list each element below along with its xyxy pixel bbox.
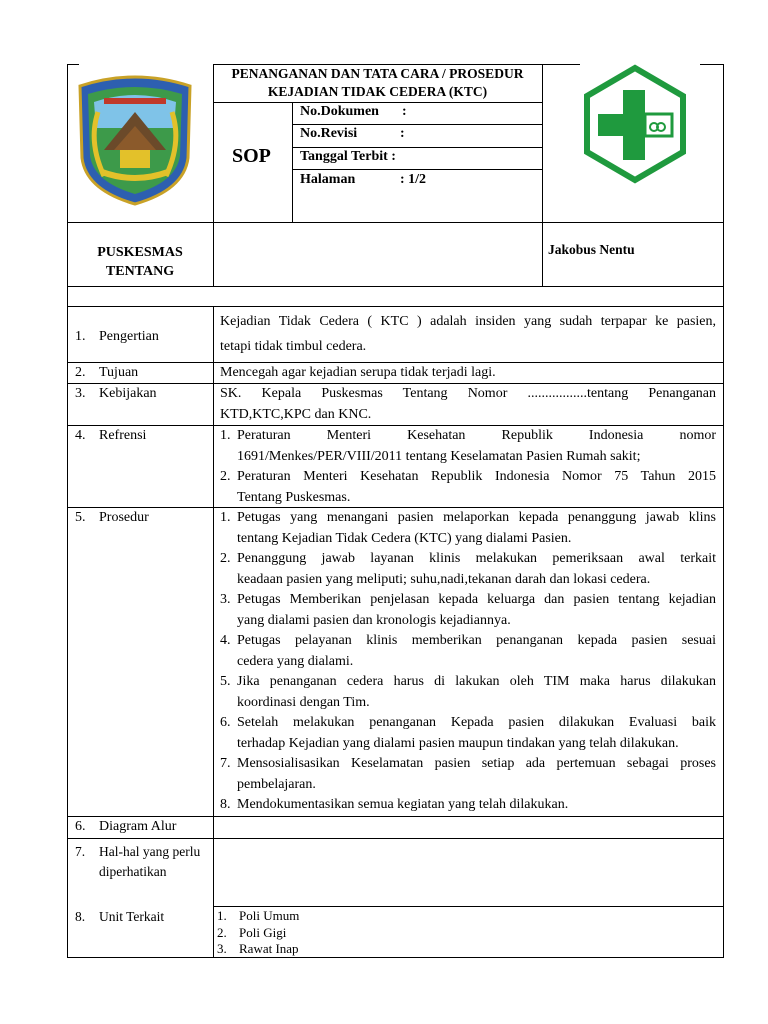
- list-text-line: Petugas yang menangani pasien melaporkan kepada penanggung jawab klins: [237, 510, 716, 525]
- list-item: [220, 508, 716, 549]
- list-text-line: Peraturan Menteri Kesehatan Republik Indonesia Nomor 75 Tahun 2015: [237, 469, 716, 484]
- doc-title: [213, 65, 542, 101]
- list-item: [220, 549, 716, 590]
- row-label: Refrensi: [99, 428, 147, 443]
- list-text-line: Penanggung jawab layanan klinis melakukan pemeriksaan awal terkait: [237, 551, 716, 566]
- list-text: Rawat Inap: [239, 941, 299, 956]
- field-no-revisi: [300, 126, 405, 142]
- unit-list: [217, 908, 517, 958]
- list-item: [220, 713, 716, 754]
- field-tanggal-terbit-label: Tanggal Terbit :: [300, 149, 396, 164]
- list-item: [220, 590, 716, 631]
- list-text-line: Peraturan Menteri Kesehatan Republik Indonesia nomor: [237, 428, 716, 443]
- list-number: 3.: [217, 941, 227, 956]
- list-text-line: koordinasi dengan Tim.: [237, 694, 370, 710]
- list-item: [220, 631, 716, 672]
- doc-title-line2: KEJADIAN TIDAK CEDERA (KTC): [267, 84, 488, 99]
- list-number: 2.: [220, 551, 231, 566]
- field-no-revisi-value: :: [400, 126, 405, 141]
- list-item: [220, 467, 716, 508]
- text-line: Kejadian Tidak Cedera ( KTC ) adalah insiden yang sudah terpapar ke pasien,: [220, 314, 716, 329]
- row-number: 4.: [75, 428, 86, 443]
- org-name: [67, 243, 213, 281]
- row-number: 6.: [75, 819, 86, 834]
- doc-title-line1: PENANGANAN DAN TATA CARA / PROSEDUR: [231, 66, 524, 81]
- puskesmas-logo: [580, 64, 690, 184]
- row-kebijakan-text: [220, 384, 716, 425]
- list-number: 7.: [220, 756, 231, 771]
- list-item: [217, 925, 517, 942]
- sop-label: SOP: [232, 145, 271, 167]
- field-halaman-label: Halaman: [300, 172, 356, 187]
- row-number: 3.: [75, 386, 86, 401]
- row-number: 1.: [75, 329, 86, 344]
- list-number: 5.: [220, 674, 231, 689]
- field-halaman-value: : 1/2: [400, 172, 427, 187]
- list-number: 1.: [217, 908, 227, 923]
- list-text-line: 1691/Menkes/PER/VIII/2011 tentang Keselamatan Pasien Rumah sakit;: [237, 448, 641, 464]
- list-number: 2.: [217, 924, 227, 940]
- list-text-line: terhadap Kejadian yang dialami pasien maupun tindakan yang telah dilakukan.: [237, 735, 679, 751]
- list-number: 8.: [220, 797, 231, 812]
- list-text-line: Mensosialisasikan Keselamatan pasien setiap ada pertemuan sebagai proses: [237, 756, 716, 771]
- row-number: 5.: [75, 510, 86, 525]
- row-label: Tujuan: [99, 365, 139, 380]
- list-item: [217, 908, 517, 925]
- list-number: 3.: [220, 592, 231, 607]
- field-no-revisi-label: No.Revisi: [300, 126, 358, 141]
- list-text: Poli Umum: [239, 908, 300, 923]
- list-text-line: Petugas pelayanan klinis memberikan penanganan kepada pasien sesuai: [237, 633, 716, 648]
- list-text-line: keadaan pasien yang meliputi; suhu,nadi,tekanan darah dan lokasi cedera.: [237, 571, 651, 587]
- list-number: 1.: [220, 510, 231, 525]
- list-text-line: Setelah melakukan penanganan Kepada pasien dilakukan Evaluasi baik: [237, 715, 716, 730]
- list-number: 4.: [220, 633, 231, 648]
- field-tanggal-terbit: [300, 149, 396, 165]
- prosedur-list: [220, 508, 716, 816]
- row-label: Diagram Alur: [99, 819, 177, 834]
- field-no-dokumen-label: No.Dokumen: [300, 104, 379, 119]
- row-pengertian-text: [220, 309, 716, 359]
- refrensi-list: [220, 426, 716, 508]
- regency-shield-logo: [74, 72, 196, 206]
- row-label: Unit Terkait: [99, 909, 165, 924]
- text-line: tetapi tidak timbul cedera.: [220, 339, 367, 354]
- text-line: KTD,KTC,KPC dan KNC.: [220, 406, 372, 422]
- row-label: Prosedur: [99, 510, 149, 525]
- list-text-line: yang dialami pasien dan kronologis kejadiannya.: [237, 612, 511, 628]
- org-name-line2: TENTANG: [105, 264, 175, 279]
- list-text-line: Petugas Memberikan penjelasan kepada keluarga dan pasien tentang kejadian: [237, 592, 716, 607]
- list-item: [217, 941, 517, 958]
- row-number: 7.: [75, 844, 86, 859]
- list-number: 2.: [220, 469, 231, 484]
- text-line: SK. Kepala Puskesmas Tentang Nomor .................tentang Penanganan: [220, 386, 716, 401]
- row-number: 2.: [75, 365, 86, 380]
- row-number: 8.: [75, 909, 86, 924]
- row-label: Kebijakan: [99, 386, 157, 401]
- list-number: 1.: [220, 428, 231, 443]
- field-halaman: [300, 172, 427, 188]
- list-item: [220, 754, 716, 795]
- list-text-line: tentang Kejadian Tidak Cedera (KTC) yang dialami Pasien.: [237, 530, 572, 546]
- list-item: [220, 672, 716, 713]
- signatory-name: Jakobus Nentu: [548, 242, 635, 257]
- list-text-line: Mendokumentasikan semua kegiatan yang telah dilakukan.: [237, 797, 569, 812]
- list-text-line: Tentang Puskesmas.: [237, 489, 351, 505]
- list-item: [220, 795, 716, 816]
- list-item: [220, 426, 716, 467]
- field-no-dokumen-value: :: [402, 104, 407, 119]
- list-number: 6.: [220, 715, 231, 730]
- list-text-line: pembelajaran.: [237, 776, 316, 792]
- row-label-line1: Hal-hal yang perlu: [99, 844, 201, 859]
- field-no-dokumen: [300, 104, 407, 120]
- org-name-line1: PUSKESMAS: [97, 245, 183, 260]
- list-text-line: Jika penanganan cedera harus di lakukan oleh TIM maka harus dilakukan: [237, 674, 716, 689]
- row-label: Pengertian: [99, 329, 159, 344]
- row-tujuan-text: Mencegah agar kejadian serupa tidak terjadi lagi.: [220, 365, 496, 380]
- list-text-line: cedera yang dialami.: [237, 653, 354, 669]
- list-text: Poli Gigi: [239, 924, 287, 940]
- row-label-line2: diperhatikan: [99, 864, 167, 879]
